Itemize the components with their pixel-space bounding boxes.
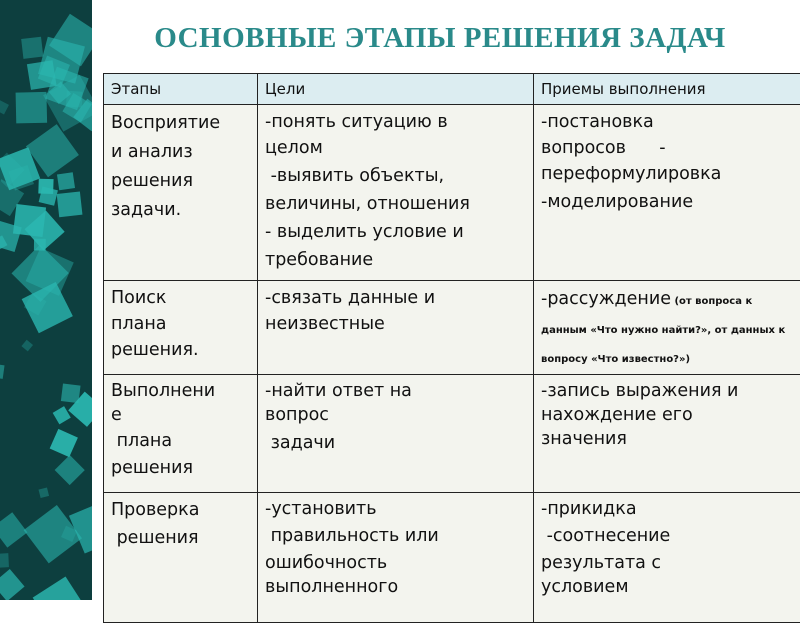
decorative-square bbox=[21, 37, 43, 59]
cell-line: вопрос bbox=[265, 403, 526, 427]
stages-table bbox=[103, 73, 800, 623]
cell-line: Поиск bbox=[111, 285, 250, 311]
decorative-square bbox=[0, 100, 9, 115]
cell-line: правильность или bbox=[265, 521, 526, 551]
cell-line: значения bbox=[541, 427, 793, 451]
cell-line: выполненного bbox=[265, 575, 526, 599]
decorative-square bbox=[50, 429, 78, 457]
decorative-square bbox=[57, 172, 75, 190]
slide-title: ОСНОВНЫЕ ЭТАПЫ РЕШЕНИЯ ЗАДАЧ bbox=[100, 22, 780, 55]
decorative-square bbox=[21, 340, 33, 352]
cell-line: решения. bbox=[111, 337, 250, 363]
cell-line: -понять ситуацию в bbox=[265, 109, 526, 135]
method-reasoning-note: (от вопроса к данным «Что нужно найти?», от данных к вопросу «Что известно?») bbox=[541, 296, 785, 365]
stage-cell bbox=[104, 281, 258, 375]
goals-cell bbox=[258, 493, 534, 623]
header-methods: Приемы выполнения bbox=[534, 74, 800, 105]
cell-line: -связать данные и bbox=[265, 285, 526, 311]
methods-cell bbox=[534, 281, 800, 375]
cell-line: -найти ответ на bbox=[265, 379, 526, 403]
methods-cell bbox=[534, 493, 800, 623]
cell-line: плана bbox=[111, 427, 250, 455]
table-row bbox=[104, 375, 800, 493]
methods-cell bbox=[534, 105, 800, 281]
cell-line: требование bbox=[265, 247, 526, 273]
cell-line: -соотнесение bbox=[541, 521, 793, 551]
cell-line: Выполнени bbox=[111, 379, 250, 403]
cell-line: результата с bbox=[541, 551, 793, 575]
method-reasoning: -рассуждение bbox=[541, 289, 671, 309]
cell-line: вопросов - bbox=[541, 135, 793, 161]
cell-line: Проверка bbox=[111, 497, 250, 523]
decorative-square bbox=[0, 364, 5, 379]
stage-cell bbox=[104, 375, 258, 493]
cell-line: решения bbox=[111, 455, 250, 481]
cell-line: задачи bbox=[265, 427, 526, 459]
cell-line: нахождение его bbox=[541, 403, 793, 427]
cell-line: задачи. bbox=[111, 196, 250, 225]
methods-cell bbox=[534, 375, 800, 493]
decorative-square bbox=[38, 179, 53, 194]
decorative-squares bbox=[0, 0, 92, 600]
stage-cell bbox=[104, 105, 258, 281]
decorative-square bbox=[33, 576, 87, 600]
cell-line: условием bbox=[541, 575, 793, 599]
cell-line: -прикидка bbox=[541, 497, 793, 521]
goals-cell bbox=[258, 281, 534, 375]
cell-line: решения bbox=[111, 167, 250, 196]
cell-line: -выявить объекты, bbox=[265, 161, 526, 191]
table-row bbox=[104, 105, 800, 281]
table-row bbox=[104, 493, 800, 623]
cell-line: -моделирование bbox=[541, 187, 793, 217]
header-goals: Цели bbox=[258, 74, 534, 105]
table-row bbox=[104, 281, 800, 375]
cell-line: Восприятие bbox=[111, 109, 250, 138]
cell-line: переформулировка bbox=[541, 161, 793, 187]
decorative-square bbox=[0, 569, 25, 600]
cell-line: е bbox=[111, 403, 250, 427]
stage-cell bbox=[104, 493, 258, 623]
decorative-side-strip bbox=[0, 0, 92, 600]
cell-line: плана bbox=[111, 311, 250, 337]
decorative-square bbox=[0, 512, 27, 547]
cell-line: целом bbox=[265, 135, 526, 161]
cell-line: неизвестные bbox=[265, 311, 526, 337]
goals-cell bbox=[258, 375, 534, 493]
header-stages: Этапы bbox=[104, 74, 258, 105]
cell-line: и анализ bbox=[111, 138, 250, 167]
cell-line: ошибочность bbox=[265, 551, 526, 575]
decorative-square bbox=[0, 553, 9, 568]
goals-cell bbox=[258, 105, 534, 281]
decorative-square bbox=[53, 406, 71, 424]
table-header-row bbox=[104, 74, 800, 105]
cell-line: решения bbox=[111, 523, 250, 553]
cell-line: -запись выражения и bbox=[541, 379, 793, 403]
cell-line: - выделить условие и bbox=[265, 217, 526, 247]
cell-line: -установить bbox=[265, 497, 526, 521]
decorative-square bbox=[16, 92, 48, 124]
decorative-square bbox=[39, 487, 50, 498]
cell-line: величины, отношения bbox=[265, 191, 526, 217]
decorative-square bbox=[55, 455, 85, 485]
decorative-square bbox=[57, 191, 83, 217]
cell-line: -постановка bbox=[541, 109, 793, 135]
